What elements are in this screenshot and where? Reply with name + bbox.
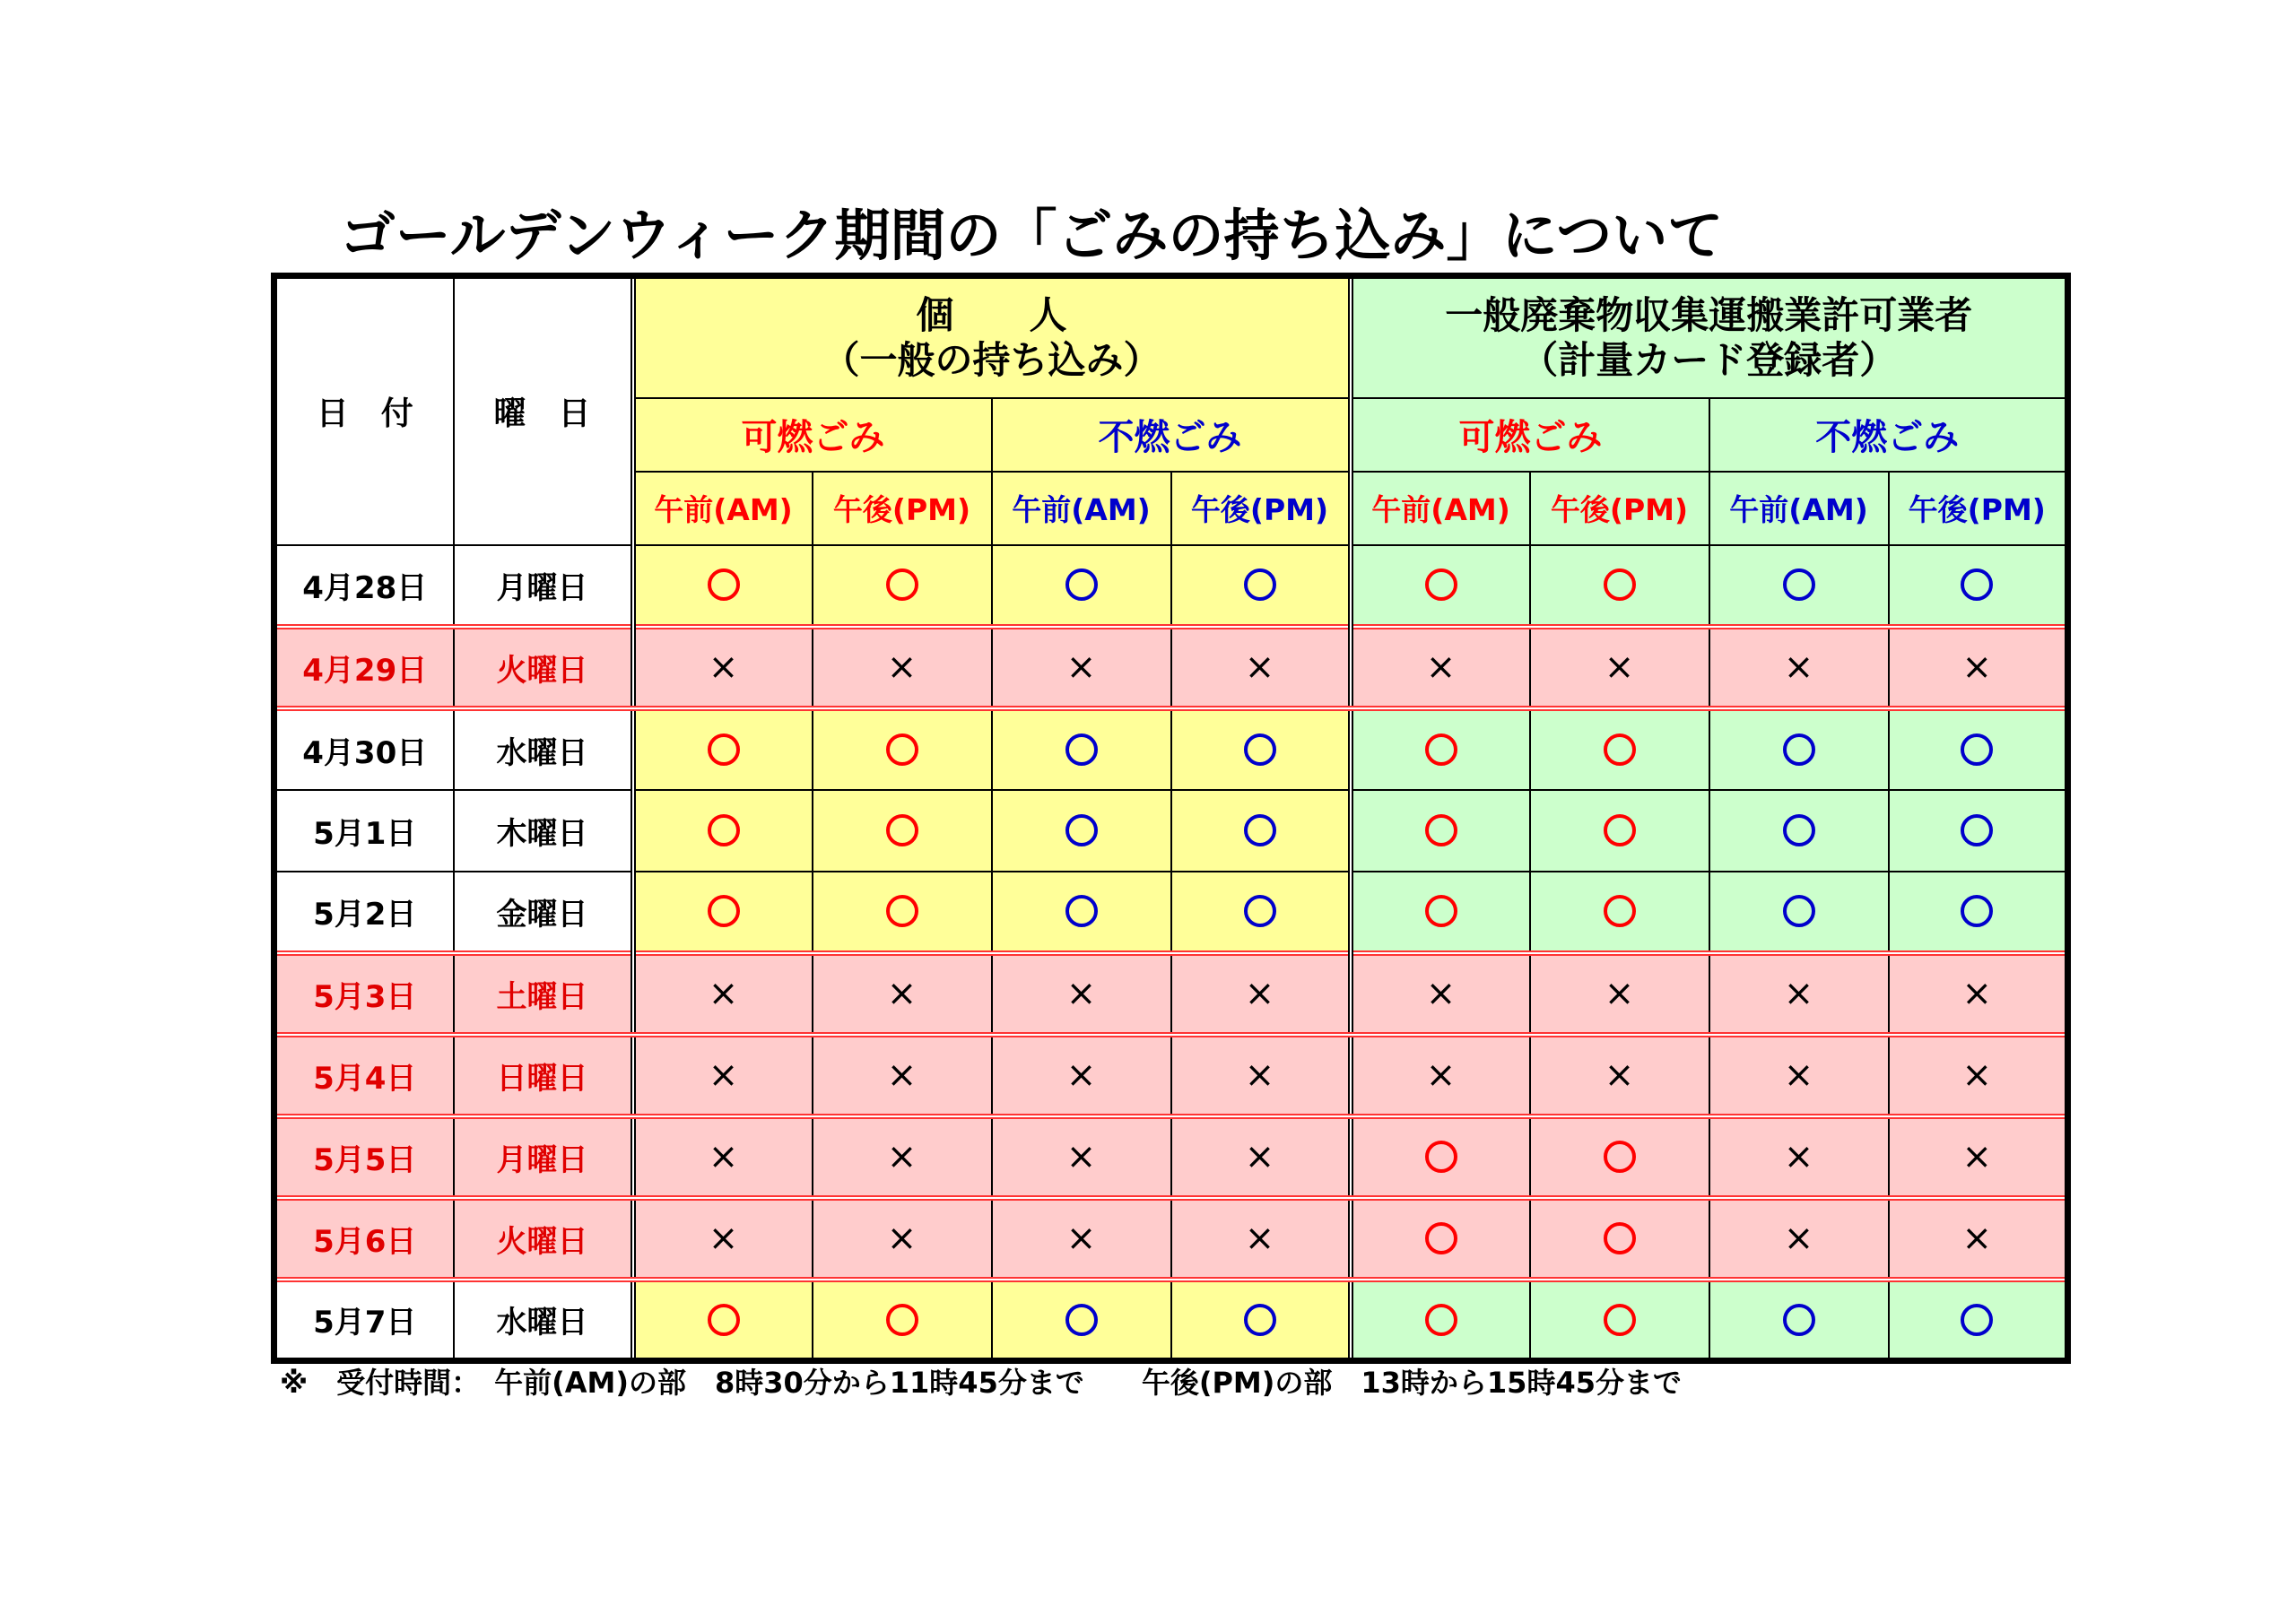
accepted-mark xyxy=(1244,814,1276,846)
availability-cell xyxy=(1351,627,1530,708)
date-cell: 5月7日 xyxy=(274,1280,454,1361)
availability-cell xyxy=(813,627,992,708)
availability-cell xyxy=(1889,953,2068,1035)
closed-mark: × xyxy=(1425,973,1457,1014)
business-group-title: 一般廃棄物収集運搬業許可業者 xyxy=(1445,292,1973,337)
availability-cell xyxy=(992,1116,1171,1198)
accepted-mark xyxy=(1065,814,1098,846)
availability-cell xyxy=(1530,1198,1709,1280)
date-cell: 4月28日 xyxy=(274,545,454,627)
accepted-mark xyxy=(1425,733,1457,766)
availability-cell xyxy=(1889,872,2068,953)
availability-cell xyxy=(813,790,992,872)
availability-cell xyxy=(1171,1280,1351,1361)
availability-cell xyxy=(1351,953,1530,1035)
closed-mark: × xyxy=(1244,647,1275,688)
availability-cell xyxy=(813,1035,992,1116)
closed-mark: × xyxy=(1961,973,1993,1014)
date-cell: 5月3日 xyxy=(274,953,454,1035)
table-row xyxy=(274,545,2068,627)
accepted-mark xyxy=(708,568,740,601)
availability-cell xyxy=(992,790,1171,872)
availability-cell xyxy=(1351,1280,1530,1361)
closed-mark: × xyxy=(1783,647,1814,688)
date-cell: 5月6日 xyxy=(274,1198,454,1280)
weekday-cell: 土曜日 xyxy=(454,953,633,1035)
availability-cell xyxy=(1351,708,1530,790)
table-row xyxy=(274,1198,2068,1280)
weekday-cell: 金曜日 xyxy=(454,872,633,953)
availability-cell xyxy=(813,1280,992,1361)
availability-cell xyxy=(1889,545,2068,627)
availability-cell xyxy=(633,1198,813,1280)
availability-cell xyxy=(633,1116,813,1198)
availability-cell xyxy=(1889,708,2068,790)
availability-cell xyxy=(1351,1198,1530,1280)
closed-mark: × xyxy=(1961,647,1993,688)
availability-cell xyxy=(1351,545,1530,627)
availability-cell xyxy=(1709,708,1889,790)
weekday-cell: 火曜日 xyxy=(454,627,633,708)
availability-cell xyxy=(1171,953,1351,1035)
availability-cell xyxy=(992,1198,1171,1280)
weekday-cell: 木曜日 xyxy=(454,790,633,872)
availability-cell xyxy=(633,872,813,953)
availability-cell xyxy=(1351,1035,1530,1116)
closed-mark: × xyxy=(886,1055,918,1096)
accepted-mark xyxy=(1244,568,1276,601)
category-header-non-burnable: 不燃ごみ xyxy=(992,398,1351,472)
availability-cell xyxy=(1709,953,1889,1035)
period-header: 午前(AM) xyxy=(992,472,1171,545)
category-header-burnable: 可燃ごみ xyxy=(633,398,992,472)
availability-cell xyxy=(1889,1280,2068,1361)
availability-cell xyxy=(1530,1280,1709,1361)
closed-mark: × xyxy=(1244,973,1275,1014)
availability-cell xyxy=(1889,1116,2068,1198)
period-header: 午後(PM) xyxy=(1530,472,1709,545)
accepted-mark xyxy=(1961,733,1993,766)
accepted-mark xyxy=(1425,1141,1457,1173)
closed-mark: × xyxy=(886,647,918,688)
individual-group-header xyxy=(633,276,1351,398)
accepted-mark xyxy=(1961,895,1993,927)
availability-cell xyxy=(1530,708,1709,790)
closed-mark: × xyxy=(708,1218,739,1259)
closed-mark: × xyxy=(708,1055,739,1096)
table-row xyxy=(274,1116,2068,1198)
accepted-mark xyxy=(708,1304,740,1336)
accepted-mark xyxy=(1065,1304,1098,1336)
closed-mark: × xyxy=(1961,1218,1993,1259)
accepted-mark xyxy=(886,895,918,927)
period-header: 午前(AM) xyxy=(1709,472,1889,545)
closed-mark: × xyxy=(1065,973,1097,1014)
weekday-cell: 水曜日 xyxy=(454,708,633,790)
availability-cell xyxy=(1171,708,1351,790)
accepted-mark xyxy=(886,1304,918,1336)
accepted-mark xyxy=(1425,568,1457,601)
availability-cell xyxy=(1530,790,1709,872)
closed-mark: × xyxy=(708,973,739,1014)
accepted-mark xyxy=(1783,733,1815,766)
accepted-mark xyxy=(886,814,918,846)
accepted-mark xyxy=(1244,733,1276,766)
accepted-mark xyxy=(1961,1304,1993,1336)
individual-group-title: 個 人 xyxy=(916,292,1067,337)
availability-cell xyxy=(1171,1116,1351,1198)
closed-mark: × xyxy=(1244,1218,1275,1259)
individual-group-subtitle: （一般の持ち込み） xyxy=(822,337,1161,382)
accepted-mark xyxy=(1244,1304,1276,1336)
availability-cell xyxy=(992,708,1171,790)
date-cell: 4月29日 xyxy=(274,627,454,708)
closed-mark: × xyxy=(886,1218,918,1259)
accepted-mark xyxy=(886,733,918,766)
table-row xyxy=(274,708,2068,790)
availability-cell xyxy=(1709,545,1889,627)
availability-cell xyxy=(1171,790,1351,872)
availability-cell xyxy=(1351,790,1530,872)
table-row xyxy=(274,1280,2068,1361)
accepted-mark xyxy=(1425,1222,1457,1254)
closed-mark: × xyxy=(1961,1136,1993,1177)
closed-mark: × xyxy=(1783,1136,1814,1177)
closed-mark: × xyxy=(1604,973,1635,1014)
availability-cell xyxy=(813,708,992,790)
business-group-header xyxy=(1351,276,2068,398)
closed-mark: × xyxy=(886,973,918,1014)
table-row xyxy=(274,953,2068,1035)
period-header: 午後(PM) xyxy=(1889,472,2068,545)
accepted-mark xyxy=(1961,568,1993,601)
availability-cell xyxy=(1351,872,1530,953)
collection-schedule-table xyxy=(271,273,2071,1364)
category-header-burnable: 可燃ごみ xyxy=(1351,398,1709,472)
availability-cell xyxy=(633,953,813,1035)
availability-cell xyxy=(1889,790,2068,872)
closed-mark: × xyxy=(1065,1055,1097,1096)
availability-cell xyxy=(1709,1116,1889,1198)
availability-cell xyxy=(992,1035,1171,1116)
availability-cell xyxy=(1530,627,1709,708)
closed-mark: × xyxy=(708,1136,739,1177)
closed-mark: × xyxy=(1425,1055,1457,1096)
availability-cell xyxy=(633,545,813,627)
closed-mark: × xyxy=(1244,1055,1275,1096)
availability-cell xyxy=(992,872,1171,953)
closed-mark: × xyxy=(1604,1055,1635,1096)
day-column-header: 曜 日 xyxy=(454,276,633,545)
availability-cell xyxy=(1171,1035,1351,1116)
weekday-cell: 火曜日 xyxy=(454,1198,633,1280)
availability-cell xyxy=(1530,545,1709,627)
availability-cell xyxy=(1171,627,1351,708)
availability-cell xyxy=(1171,1198,1351,1280)
availability-cell xyxy=(813,953,992,1035)
date-cell: 5月4日 xyxy=(274,1035,454,1116)
availability-cell xyxy=(1709,790,1889,872)
accepted-mark xyxy=(1783,568,1815,601)
accepted-mark xyxy=(1604,895,1636,927)
accepted-mark xyxy=(1065,895,1098,927)
availability-cell xyxy=(1530,953,1709,1035)
date-cell: 5月2日 xyxy=(274,872,454,953)
availability-cell xyxy=(633,1280,813,1361)
date-cell: 4月30日 xyxy=(274,708,454,790)
availability-cell xyxy=(992,1280,1171,1361)
accepted-mark xyxy=(1783,1304,1815,1336)
availability-cell xyxy=(1530,1116,1709,1198)
closed-mark: × xyxy=(1065,1136,1097,1177)
accepted-mark xyxy=(1604,733,1636,766)
reception-hours-note: ※ 受付時間： 午前(AM)の部 8時30分から11時45分まで 午後(PM)の部 13時から15時45分まで xyxy=(280,1366,1682,1400)
availability-cell xyxy=(1530,1035,1709,1116)
table-row xyxy=(274,1035,2068,1116)
closed-mark: × xyxy=(1065,1218,1097,1259)
accepted-mark xyxy=(708,733,740,766)
availability-cell xyxy=(813,872,992,953)
accepted-mark xyxy=(708,814,740,846)
date-column-header: 日 付 xyxy=(274,276,454,545)
weekday-cell: 月曜日 xyxy=(454,1116,633,1198)
accepted-mark xyxy=(1783,895,1815,927)
availability-cell xyxy=(633,1035,813,1116)
closed-mark: × xyxy=(1065,647,1097,688)
accepted-mark xyxy=(1604,1141,1636,1173)
period-header: 午前(AM) xyxy=(1351,472,1530,545)
closed-mark: × xyxy=(1604,647,1635,688)
accepted-mark xyxy=(708,895,740,927)
accepted-mark xyxy=(1425,814,1457,846)
closed-mark: × xyxy=(1783,973,1814,1014)
availability-cell xyxy=(1171,872,1351,953)
closed-mark: × xyxy=(1783,1055,1814,1096)
accepted-mark xyxy=(1065,568,1098,601)
accepted-mark xyxy=(1604,1222,1636,1254)
availability-cell xyxy=(633,627,813,708)
period-header: 午前(AM) xyxy=(633,472,813,545)
period-header: 午後(PM) xyxy=(1171,472,1351,545)
business-group-subtitle: （計量カード登録者） xyxy=(1520,337,1898,382)
accepted-mark xyxy=(1065,733,1098,766)
accepted-mark xyxy=(1244,895,1276,927)
availability-cell xyxy=(1889,627,2068,708)
weekday-cell: 日曜日 xyxy=(454,1035,633,1116)
availability-cell xyxy=(1709,872,1889,953)
availability-cell xyxy=(1889,1035,2068,1116)
availability-cell xyxy=(633,790,813,872)
availability-cell xyxy=(992,545,1171,627)
period-header: 午後(PM) xyxy=(813,472,992,545)
availability-cell xyxy=(813,1198,992,1280)
table-row xyxy=(274,872,2068,953)
availability-cell xyxy=(1709,627,1889,708)
accepted-mark xyxy=(1961,814,1993,846)
category-header-non-burnable: 不燃ごみ xyxy=(1709,398,2068,472)
availability-cell xyxy=(813,545,992,627)
closed-mark: × xyxy=(1244,1136,1275,1177)
closed-mark: × xyxy=(1961,1055,1993,1096)
availability-cell xyxy=(992,953,1171,1035)
closed-mark: × xyxy=(1425,647,1457,688)
weekday-cell: 水曜日 xyxy=(454,1280,633,1361)
closed-mark: × xyxy=(1783,1218,1814,1259)
closed-mark: × xyxy=(886,1136,918,1177)
accepted-mark xyxy=(1425,1304,1457,1336)
closed-mark: × xyxy=(708,647,739,688)
accepted-mark xyxy=(1604,814,1636,846)
accepted-mark xyxy=(886,568,918,601)
weekday-cell: 月曜日 xyxy=(454,545,633,627)
accepted-mark xyxy=(1604,568,1636,601)
availability-cell xyxy=(992,627,1171,708)
accepted-mark xyxy=(1783,814,1815,846)
date-cell: 5月5日 xyxy=(274,1116,454,1198)
availability-cell xyxy=(1351,1116,1530,1198)
table-row xyxy=(274,790,2068,872)
page-title: ゴールデンウィーク期間の「ごみの持ち込み」について xyxy=(339,203,1724,268)
date-cell: 5月1日 xyxy=(274,790,454,872)
availability-cell xyxy=(1709,1035,1889,1116)
availability-cell xyxy=(1709,1198,1889,1280)
accepted-mark xyxy=(1604,1304,1636,1336)
availability-cell xyxy=(633,708,813,790)
availability-cell xyxy=(1889,1198,2068,1280)
availability-cell xyxy=(813,1116,992,1198)
table-row xyxy=(274,627,2068,708)
availability-cell xyxy=(1709,1280,1889,1361)
availability-cell xyxy=(1530,872,1709,953)
availability-cell xyxy=(1171,545,1351,627)
accepted-mark xyxy=(1425,895,1457,927)
